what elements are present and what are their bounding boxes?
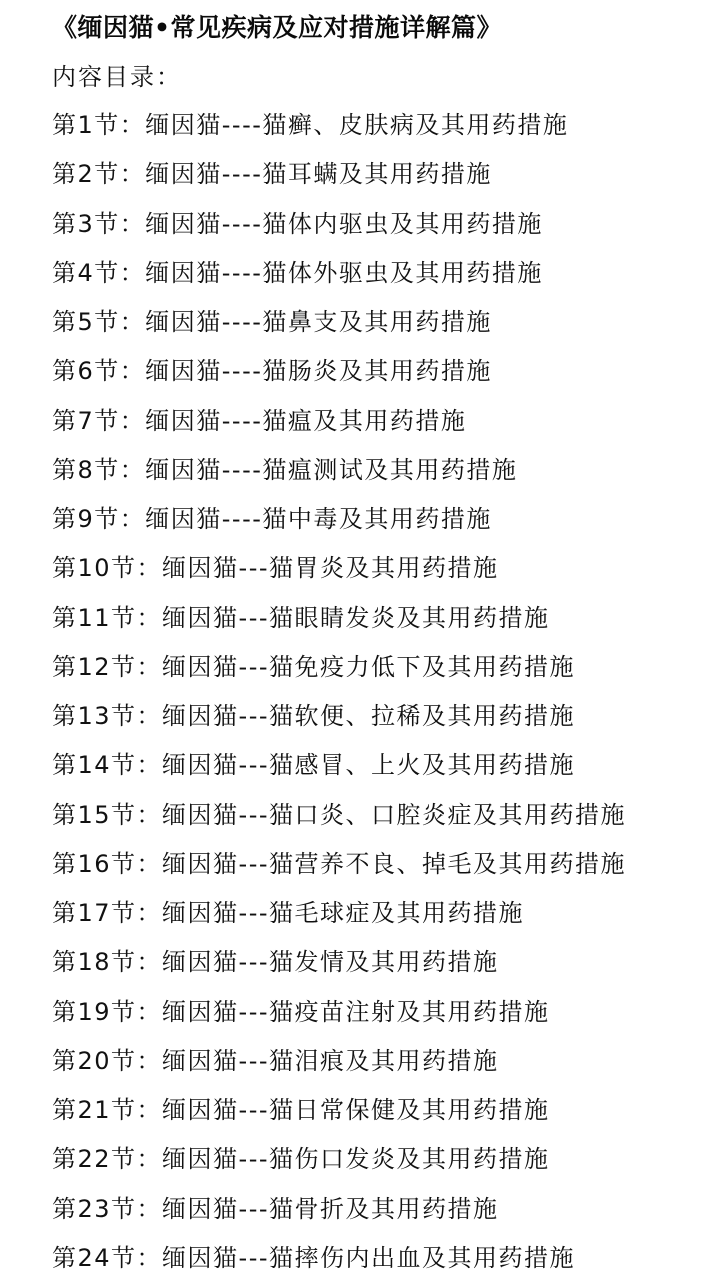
toc-item-7: 第7节：缅因猫----猫瘟及其用药措施 bbox=[52, 406, 467, 435]
toc-item-4: 第4节：缅因猫----猫体外驱虫及其用药措施 bbox=[52, 258, 543, 287]
toc-item-24: 第24节：缅因猫---猫摔伤内出血及其用药措施 bbox=[52, 1243, 576, 1272]
toc-item-1: 第1节：缅因猫----猫癣、皮肤病及其用药措施 bbox=[52, 111, 569, 139]
toc-item-8: 第8节：缅因猫----猫瘟测试及其用药措施 bbox=[52, 455, 518, 484]
toc-item-21: 第21节：缅因猫---猫日常保健及其用药措施 bbox=[52, 1096, 550, 1124]
toc-item-20: 第20节：缅因猫---猫泪痕及其用药措施 bbox=[52, 1046, 499, 1075]
toc-item-19: 第19节：缅因猫---猫疫苗注射及其用药措施 bbox=[52, 997, 550, 1026]
toc-item-2: 第2节：缅因猫----猫耳螨及其用药措施 bbox=[52, 160, 492, 189]
toc-item-22: 第22节：缅因猫---猫伤口发炎及其用药措施 bbox=[52, 1145, 550, 1174]
toc-item-12: 第12节：缅因猫---猫免疫力低下及其用药措施 bbox=[52, 652, 576, 681]
document-title: 《缅因猫•常见疾病及应对措施详解篇》 bbox=[52, 13, 502, 42]
toc-item-10: 第10节：缅因猫---猫胃炎及其用药措施 bbox=[52, 554, 499, 583]
toc-item-3: 第3节：缅因猫----猫体内驱虫及其用药措施 bbox=[52, 209, 543, 238]
toc-item-18: 第18节：缅因猫---猫发情及其用药措施 bbox=[52, 948, 499, 977]
toc-list bbox=[52, 101, 706, 1283]
toc-item-17: 第17节：缅因猫---猫毛球症及其用药措施 bbox=[52, 899, 525, 927]
toc-heading: 内容目录： bbox=[52, 63, 182, 91]
toc-item-11: 第11节：缅因猫---猫眼睛发炎及其用药措施 bbox=[52, 603, 550, 632]
toc-item-13: 第13节：缅因猫---猫软便、拉稀及其用药措施 bbox=[52, 702, 576, 730]
toc-item-6: 第6节：缅因猫----猫肠炎及其用药措施 bbox=[52, 357, 492, 386]
toc-item-23: 第23节：缅因猫---猫骨折及其用药措施 bbox=[52, 1194, 499, 1223]
toc-item-9: 第9节：缅因猫----猫中毒及其用药措施 bbox=[52, 505, 492, 533]
toc-item-16: 第16节：缅因猫---猫营养不良、掉毛及其用药措施 bbox=[52, 849, 627, 878]
toc-item-14: 第14节：缅因猫---猫感冒、上火及其用药措施 bbox=[52, 751, 576, 780]
toc-item-5: 第5节：缅因猫----猫鼻支及其用药措施 bbox=[52, 308, 492, 336]
toc-item-15: 第15节：缅因猫---猫口炎、口腔炎症及其用药措施 bbox=[52, 800, 627, 829]
